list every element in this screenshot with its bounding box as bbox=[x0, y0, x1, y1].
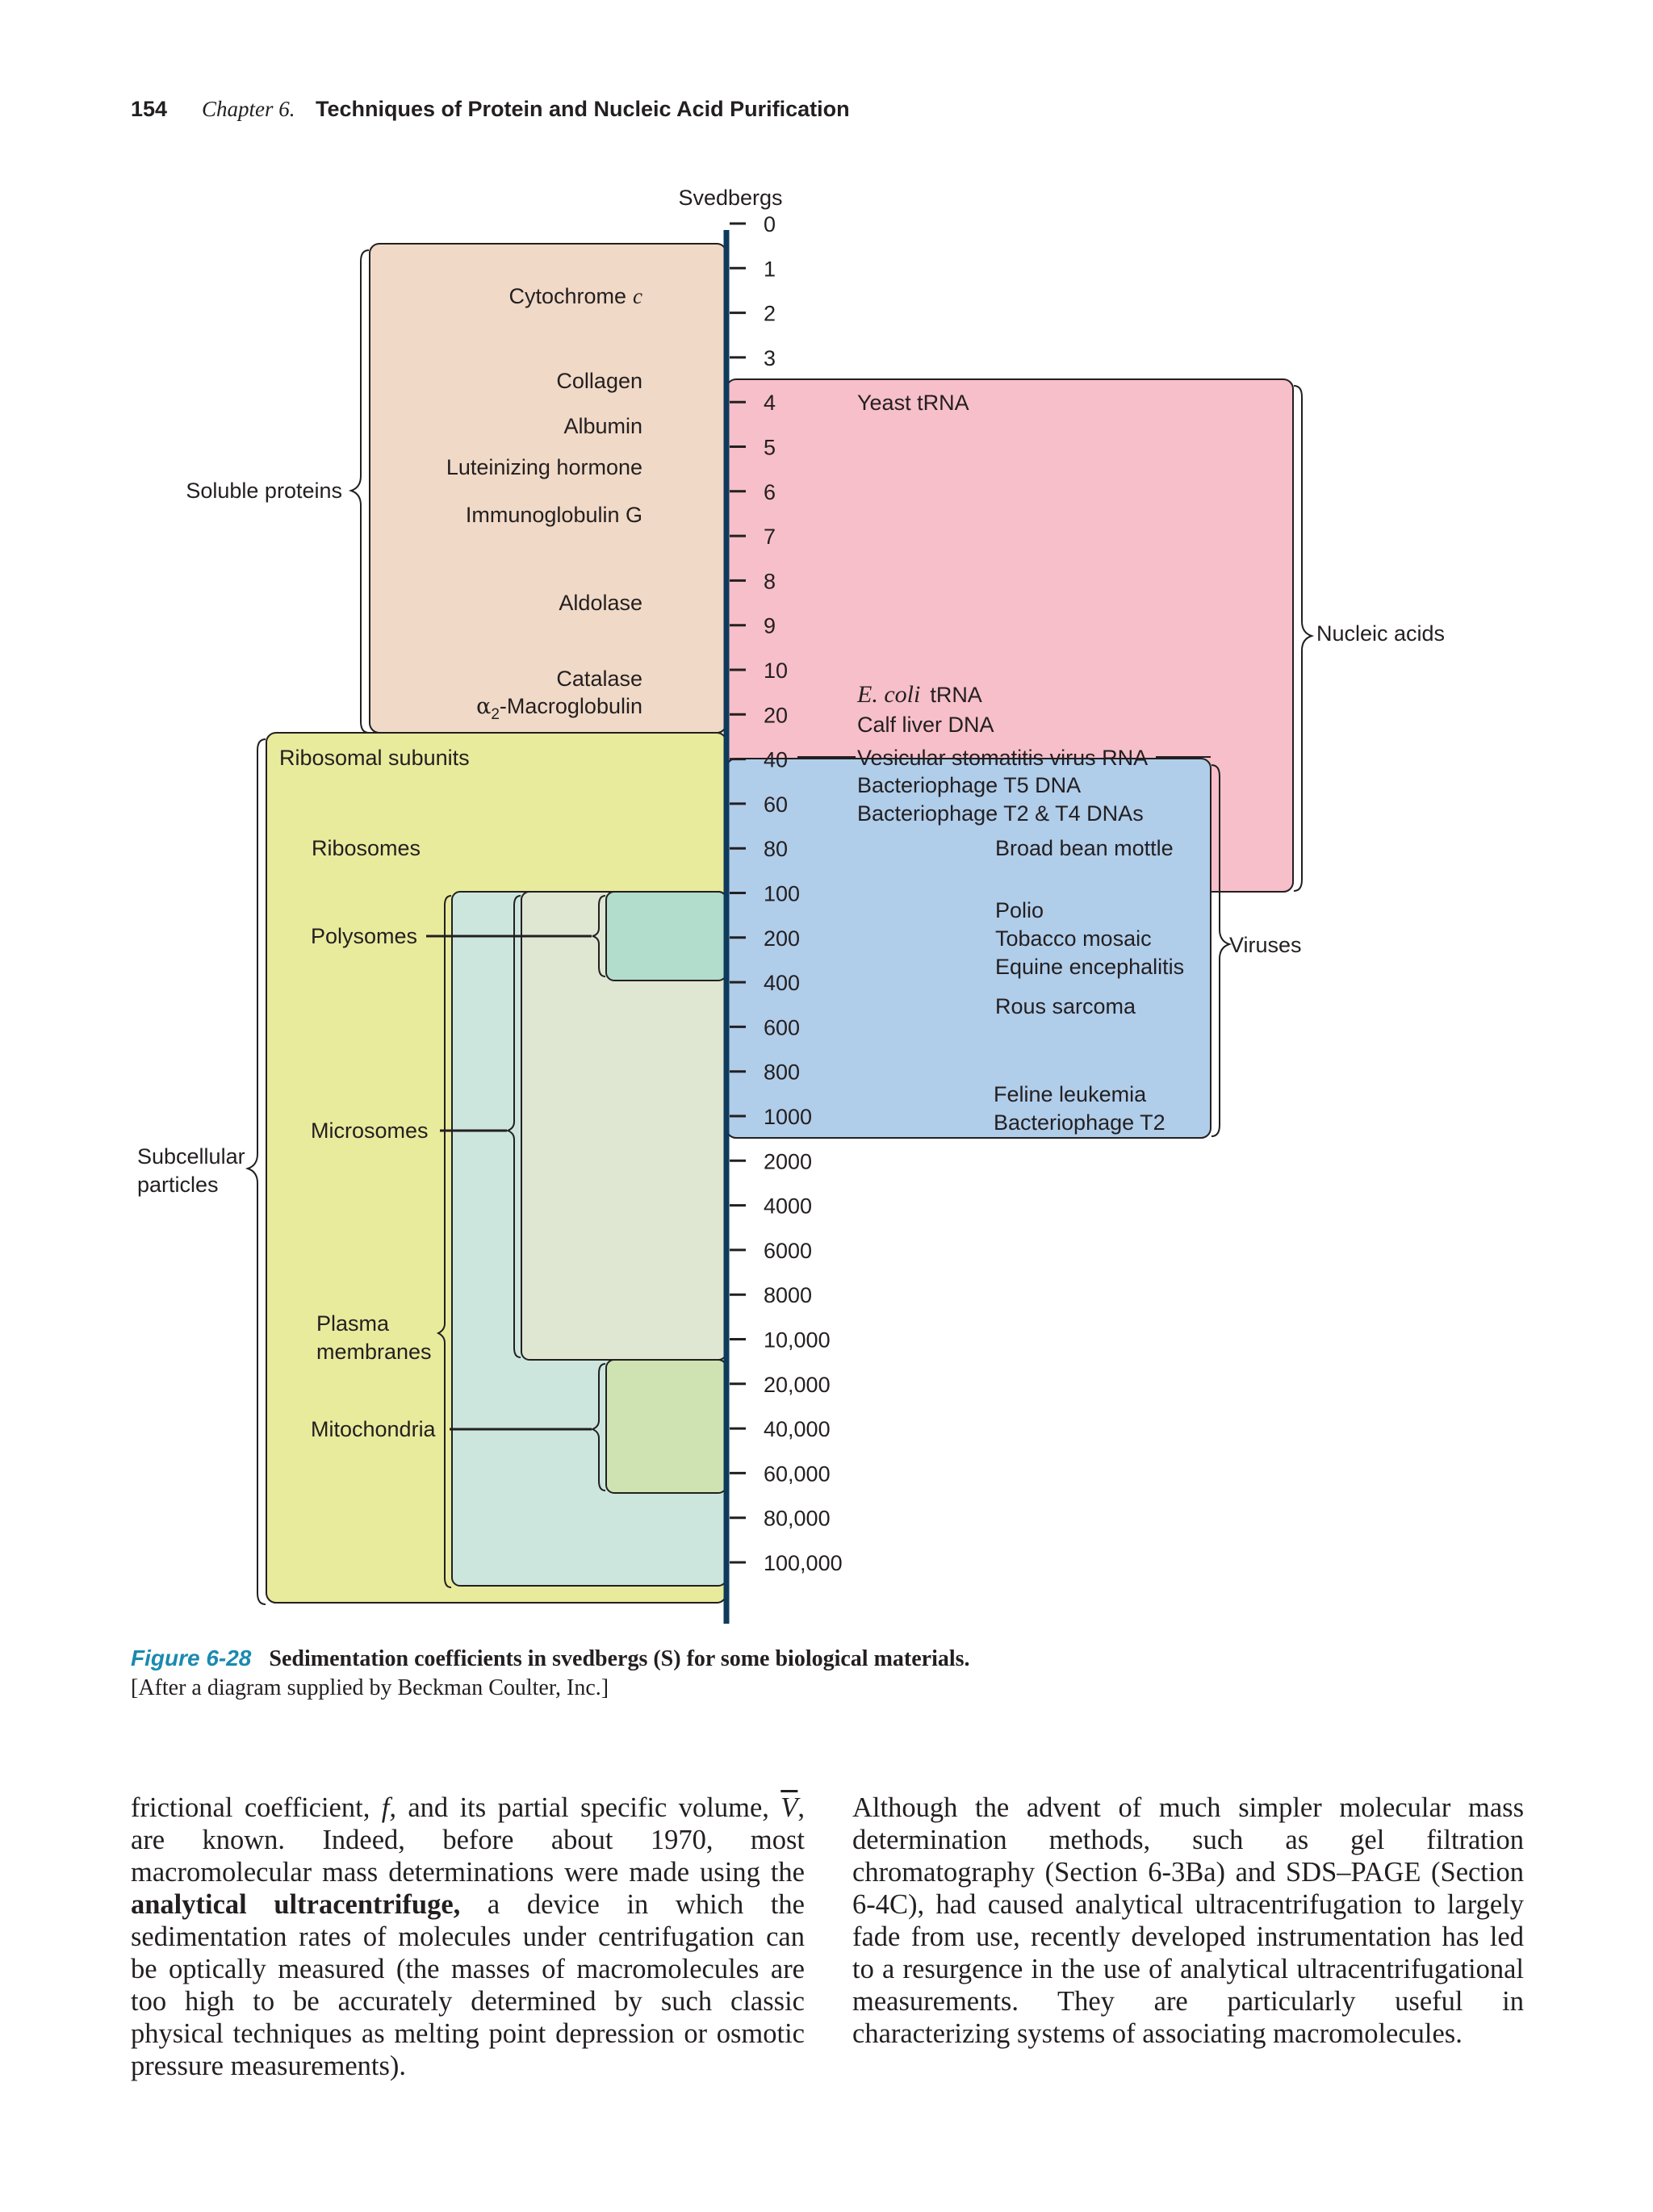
macroglobulin-name: -Macroglobulin bbox=[499, 694, 642, 718]
immunoglobulin-label: Immunoglobulin G bbox=[465, 503, 642, 527]
axis-tick-label: 4 bbox=[764, 391, 776, 416]
axis-tick-label: 8000 bbox=[764, 1283, 813, 1308]
figure-label: Figure 6-28 bbox=[131, 1645, 252, 1670]
body-column-right bbox=[852, 1792, 1524, 2050]
term-analytical-ultracentrifuge: analytical ultracentrifuge, bbox=[131, 1889, 461, 1920]
axis-tick-label: 60,000 bbox=[764, 1461, 831, 1487]
axis-tick-label: 2 bbox=[764, 301, 776, 326]
collagen-label: Collagen bbox=[556, 369, 642, 393]
soluble-proteins-brace bbox=[351, 250, 369, 733]
polysomes-box bbox=[606, 892, 726, 981]
yeast-trna-label: Yeast tRNA bbox=[857, 391, 969, 415]
axis-tick-label: 40,000 bbox=[764, 1417, 831, 1442]
subcellular-label-line2: particles bbox=[137, 1173, 219, 1197]
axis-tick-label: 3 bbox=[764, 345, 776, 370]
alpha-symbol: α bbox=[476, 694, 492, 719]
axis-tick-label: 2000 bbox=[764, 1149, 813, 1174]
calf-liver-dna-label: Calf liver DNA bbox=[857, 713, 994, 737]
axis-tick-label: 5 bbox=[764, 435, 776, 460]
body-text-4: a device in which the sedimentation rates of molecules under centrifugation can be optically measured (the masses of macromolecules are too high to be accurately determined by such classic physical techniques as melting point depression or osmotic pressure measurements). bbox=[131, 1889, 805, 2081]
subcellular-brace bbox=[248, 739, 266, 1604]
figure-title: Sedimentation coefficients in svedbergs (S) for some biological materials. bbox=[269, 1646, 970, 1671]
alpha-subscript: 2 bbox=[491, 706, 500, 723]
axis-tick-label: 100 bbox=[764, 881, 801, 906]
axis-tick-label: 1000 bbox=[764, 1105, 813, 1129]
bacteriophage-t2-label: Bacteriophage T2 bbox=[994, 1110, 1165, 1135]
symbol-v-bar: $\overline{V}$ bbox=[780, 1792, 798, 1823]
chapter-title: Techniques of Protein and Nucleic Acid Purification bbox=[316, 97, 850, 121]
page-number: 154 bbox=[131, 97, 168, 121]
axis-tick-label: 60 bbox=[764, 792, 789, 817]
axis-tick-label: 7 bbox=[764, 525, 776, 550]
soluble-proteins-box bbox=[370, 244, 726, 733]
plasma-label-line2: membranes bbox=[316, 1340, 432, 1364]
plasma-label-line1: Plasma bbox=[316, 1311, 390, 1336]
albumin-label: Albumin bbox=[563, 414, 642, 438]
mitochondria-label: Mitochondria bbox=[311, 1417, 436, 1441]
polysomes-label: Polysomes bbox=[311, 924, 418, 948]
polio-label: Polio bbox=[995, 898, 1044, 922]
microsomes-label: Microsomes bbox=[311, 1119, 429, 1143]
ribosomal-subunits-label: Ribosomal subunits bbox=[279, 746, 470, 770]
axis-tick-label: 6000 bbox=[764, 1238, 813, 1263]
feline-leukemia-label: Feline leukemia bbox=[994, 1082, 1147, 1106]
axis-tick-label: 4000 bbox=[764, 1194, 813, 1219]
t2t4-dna-label: Bacteriophage T2 & T4 DNAs bbox=[857, 801, 1144, 826]
catalase-label: Catalase bbox=[556, 667, 642, 691]
viruses-label: Viruses bbox=[1229, 933, 1302, 957]
cytochrome-name: Cytochrome bbox=[508, 284, 627, 308]
axis-tick-label: 20,000 bbox=[764, 1372, 831, 1397]
axis-tick-label: 600 bbox=[764, 1015, 801, 1040]
chapter-label: Chapter 6. bbox=[202, 97, 295, 121]
caption-line1 bbox=[131, 1644, 970, 1674]
cytochrome-c-label bbox=[508, 284, 642, 308]
body-text-2: and its partial specific volume, bbox=[395, 1792, 781, 1823]
axis-tick-label: 10 bbox=[764, 659, 789, 683]
body-column-left bbox=[131, 1792, 805, 2082]
axis-tick-label: 20 bbox=[764, 703, 789, 728]
axis-tick-label: 80 bbox=[764, 837, 789, 862]
body-paragraph-left bbox=[131, 1792, 805, 2082]
figure-credit: [After a diagram supplied by Beckman Coulter, Inc.] bbox=[131, 1675, 609, 1700]
cytochrome-c-italic: c bbox=[633, 284, 642, 308]
subcellular-label-line1: Subcellular bbox=[137, 1144, 245, 1169]
axis-tick-label: 8 bbox=[764, 569, 776, 594]
figure-caption bbox=[131, 1644, 970, 1703]
aldolase-label: Aldolase bbox=[559, 591, 642, 615]
axis-tick-label: 40 bbox=[764, 747, 789, 772]
body-text-1: frictional coefficient, bbox=[131, 1792, 382, 1823]
ecoli-trna: tRNA bbox=[930, 683, 982, 707]
soluble-proteins-label: Soluble proteins bbox=[186, 479, 342, 503]
axis-tick-label: 0 bbox=[764, 212, 776, 236]
axis-tick-label: 100,000 bbox=[764, 1551, 843, 1575]
mitochondria-box bbox=[606, 1360, 726, 1493]
luteinizing-hormone-label: Luteinizing hormone bbox=[446, 455, 642, 479]
axis-tick-label: 80,000 bbox=[764, 1506, 831, 1531]
axis-tick-label: 6 bbox=[764, 479, 776, 504]
axis-tick-label: 10,000 bbox=[764, 1328, 831, 1353]
axis-tick-label: 9 bbox=[764, 613, 776, 638]
axis-tick-label: 400 bbox=[764, 971, 801, 996]
broad-bean-label: Broad bean mottle bbox=[995, 836, 1174, 860]
t5-dna-label: Bacteriophage T5 DNA bbox=[857, 773, 1082, 797]
equine-encephalitis-label: Equine encephalitis bbox=[995, 955, 1185, 979]
axis-tick-label: 200 bbox=[764, 926, 801, 951]
symbol-f: f, bbox=[381, 1792, 396, 1823]
ribosomes-label: Ribosomes bbox=[312, 836, 421, 860]
rous-sarcoma-label: Rous sarcoma bbox=[995, 994, 1136, 1018]
vsv-rna-label: Vesicular stomatitis virus RNA bbox=[857, 746, 1149, 770]
tobacco-mosaic-label: Tobacco mosaic bbox=[995, 926, 1152, 951]
axis-title: Svedbergs bbox=[678, 186, 783, 210]
nucleic-acids-brace bbox=[1294, 386, 1312, 891]
nucleic-acids-label: Nucleic acids bbox=[1316, 621, 1446, 646]
ecoli-italic: E. coli bbox=[857, 681, 921, 708]
axis-tick-label: 800 bbox=[764, 1060, 801, 1085]
ecoli-trna-label bbox=[856, 681, 982, 708]
body-text-3: , are known. Indeed, before about 1970, most macromolecular mass determinations were made using the bbox=[131, 1792, 805, 1888]
axis-tick-label: 1 bbox=[764, 257, 776, 282]
body-paragraph-right: Although the advent of much simpler molecular mass determination methods, such as gel filtration chromatography (Section 6-3Ba) and SDS–PAGE (Section 6-4C), had caused analytical ultracentrifugation to largely fade from use, recently developed instrumentation has led to a resurgence in the use of analytical ultracentrifugational measurements. They are particularly useful in characterizing systems of associating macromolecules. bbox=[852, 1792, 1524, 2049]
